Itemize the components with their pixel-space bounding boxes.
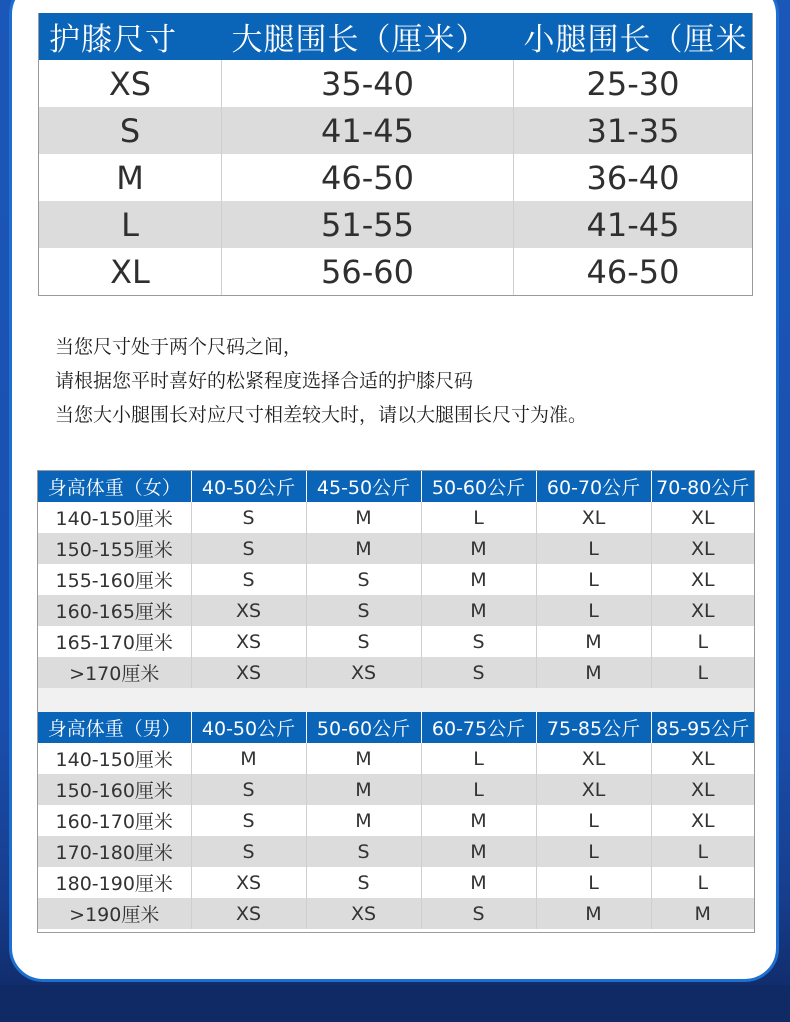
header-cell: 60-75公斤 — [421, 712, 536, 743]
size-cell: S — [191, 533, 306, 564]
size-cell: M — [536, 657, 651, 688]
table-row — [38, 533, 754, 564]
height-cell: 160-165厘米 — [38, 595, 191, 626]
bottom-band — [0, 985, 790, 1022]
header-cell: 40-50公斤 — [191, 471, 306, 502]
size-cell: S — [421, 657, 536, 688]
female-chart-header — [38, 471, 754, 502]
thigh-cell: 46-50 — [222, 154, 514, 201]
size-cell: S — [421, 626, 536, 657]
table-row — [38, 774, 754, 805]
size-cell: L — [421, 743, 536, 774]
size-cell: XL — [651, 564, 754, 595]
height-cell: >190厘米 — [38, 898, 191, 929]
header-cell: 50-60公斤 — [306, 712, 421, 743]
height-cell: 165-170厘米 — [38, 626, 191, 657]
calf-cell: 36-40 — [514, 154, 753, 201]
table-row — [39, 248, 753, 296]
size-cell: XL — [536, 502, 651, 533]
size-cell: S — [421, 898, 536, 929]
female-size-chart — [38, 471, 754, 688]
height-cell: 150-155厘米 — [38, 533, 191, 564]
size-cell: M — [306, 774, 421, 805]
size-cell: XS — [191, 898, 306, 929]
height-cell: 155-160厘米 — [38, 564, 191, 595]
size-cell: M — [536, 898, 651, 929]
size-cell: L — [536, 533, 651, 564]
knee-pad-size-table — [38, 13, 753, 296]
note-line: 请根据您平时喜好的松紧程度选择合适的护膝尺码 — [55, 370, 474, 392]
size-cell: XS — [191, 626, 306, 657]
size-cell: L — [651, 626, 754, 657]
size-cell: S — [306, 595, 421, 626]
size-cell: S — [306, 626, 421, 657]
header-cell: 身高体重（男） — [38, 712, 191, 743]
table-row — [38, 595, 754, 626]
table-row — [39, 60, 753, 107]
size-cell: L — [536, 564, 651, 595]
size-cell: M — [306, 533, 421, 564]
size-cell: M — [421, 836, 536, 867]
size-cell: M — [421, 533, 536, 564]
header-thigh: 大腿围长（厘米） — [222, 13, 514, 60]
male-chart-header — [38, 712, 754, 743]
size-cell: XL — [651, 805, 754, 836]
table-row — [39, 154, 753, 201]
size-cell: XS — [191, 595, 306, 626]
table-row — [38, 564, 754, 595]
size-cell: XL — [651, 533, 754, 564]
header-cell: 60-70公斤 — [536, 471, 651, 502]
size-cell: L — [651, 836, 754, 867]
size-cell: M — [421, 805, 536, 836]
size-cell: S — [306, 836, 421, 867]
height-cell: 160-170厘米 — [38, 805, 191, 836]
header-cell: 45-50公斤 — [306, 471, 421, 502]
table-row — [39, 201, 753, 248]
height-cell: 140-150厘米 — [38, 743, 191, 774]
size-cell: L — [536, 836, 651, 867]
size-cell: M — [191, 743, 306, 774]
table-row — [38, 743, 754, 774]
header-cell: 40-50公斤 — [191, 712, 306, 743]
chart-divider — [38, 688, 754, 712]
table-row — [38, 836, 754, 867]
size-cell: XS — [306, 898, 421, 929]
table-row — [38, 502, 754, 533]
height-cell: 150-160厘米 — [38, 774, 191, 805]
table-row — [38, 657, 754, 688]
size-cell: M — [306, 805, 421, 836]
calf-cell: 46-50 — [514, 248, 753, 296]
size-cell: XS — [191, 657, 306, 688]
header-cell: 70-80公斤 — [651, 471, 754, 502]
size-cell: XL — [651, 502, 754, 533]
size-cell: L — [536, 867, 651, 898]
male-size-chart — [38, 712, 754, 929]
header-calf: 小腿围长（厘米 — [514, 13, 753, 60]
size-cell: L — [651, 657, 754, 688]
size-cell: M — [421, 564, 536, 595]
size-cell: XL — [39, 248, 222, 296]
size-cell: L — [39, 201, 222, 248]
header-cell: 50-60公斤 — [421, 471, 536, 502]
size-cell: M — [39, 154, 222, 201]
size-cell: S — [191, 774, 306, 805]
table-row — [38, 805, 754, 836]
size-cell: S — [39, 107, 222, 154]
size-cell: M — [306, 743, 421, 774]
size-cell: M — [421, 867, 536, 898]
size-cell: M — [306, 502, 421, 533]
height-weight-chart — [37, 470, 755, 933]
table-row — [39, 107, 753, 154]
sizing-notes — [55, 330, 755, 432]
calf-cell: 25-30 — [514, 60, 753, 107]
size-cell: S — [191, 564, 306, 595]
size-cell: L — [651, 867, 754, 898]
thigh-cell: 56-60 — [222, 248, 514, 296]
size-cell: M — [421, 595, 536, 626]
header-cell: 85-95公斤 — [651, 712, 754, 743]
size-cell: XS — [306, 657, 421, 688]
size-cell: L — [536, 805, 651, 836]
size-table-header — [39, 13, 753, 60]
size-cell: M — [536, 626, 651, 657]
table-row — [38, 867, 754, 898]
size-cell: S — [191, 805, 306, 836]
thigh-cell: 35-40 — [222, 60, 514, 107]
height-cell: >170厘米 — [38, 657, 191, 688]
note-line: 当您大小腿围长对应尺寸相差较大时，请以大腿围长尺寸为准。 — [55, 404, 588, 426]
header-cell: 身高体重（女） — [38, 471, 191, 502]
size-cell: L — [536, 595, 651, 626]
size-cell: XL — [651, 595, 754, 626]
size-cell: XL — [651, 743, 754, 774]
size-cell: XL — [536, 774, 651, 805]
thigh-cell: 41-45 — [222, 107, 514, 154]
table-row — [38, 626, 754, 657]
size-cell: S — [306, 564, 421, 595]
size-cell: M — [651, 898, 754, 929]
header-size: 护膝尺寸 — [39, 13, 222, 60]
size-cell: XS — [39, 60, 222, 107]
height-cell: 180-190厘米 — [38, 867, 191, 898]
table-row — [38, 898, 754, 929]
size-cell: L — [421, 774, 536, 805]
header-cell: 75-85公斤 — [536, 712, 651, 743]
height-cell: 170-180厘米 — [38, 836, 191, 867]
note-line: 当您尺寸处于两个尺码之间， — [55, 336, 303, 358]
size-cell: S — [191, 836, 306, 867]
size-cell: XL — [651, 774, 754, 805]
size-cell: XL — [536, 743, 651, 774]
size-cell: XS — [191, 867, 306, 898]
calf-cell: 41-45 — [514, 201, 753, 248]
thigh-cell: 51-55 — [222, 201, 514, 248]
size-cell: S — [306, 867, 421, 898]
size-cell: L — [421, 502, 536, 533]
calf-cell: 31-35 — [514, 107, 753, 154]
height-cell: 140-150厘米 — [38, 502, 191, 533]
size-cell: S — [191, 502, 306, 533]
